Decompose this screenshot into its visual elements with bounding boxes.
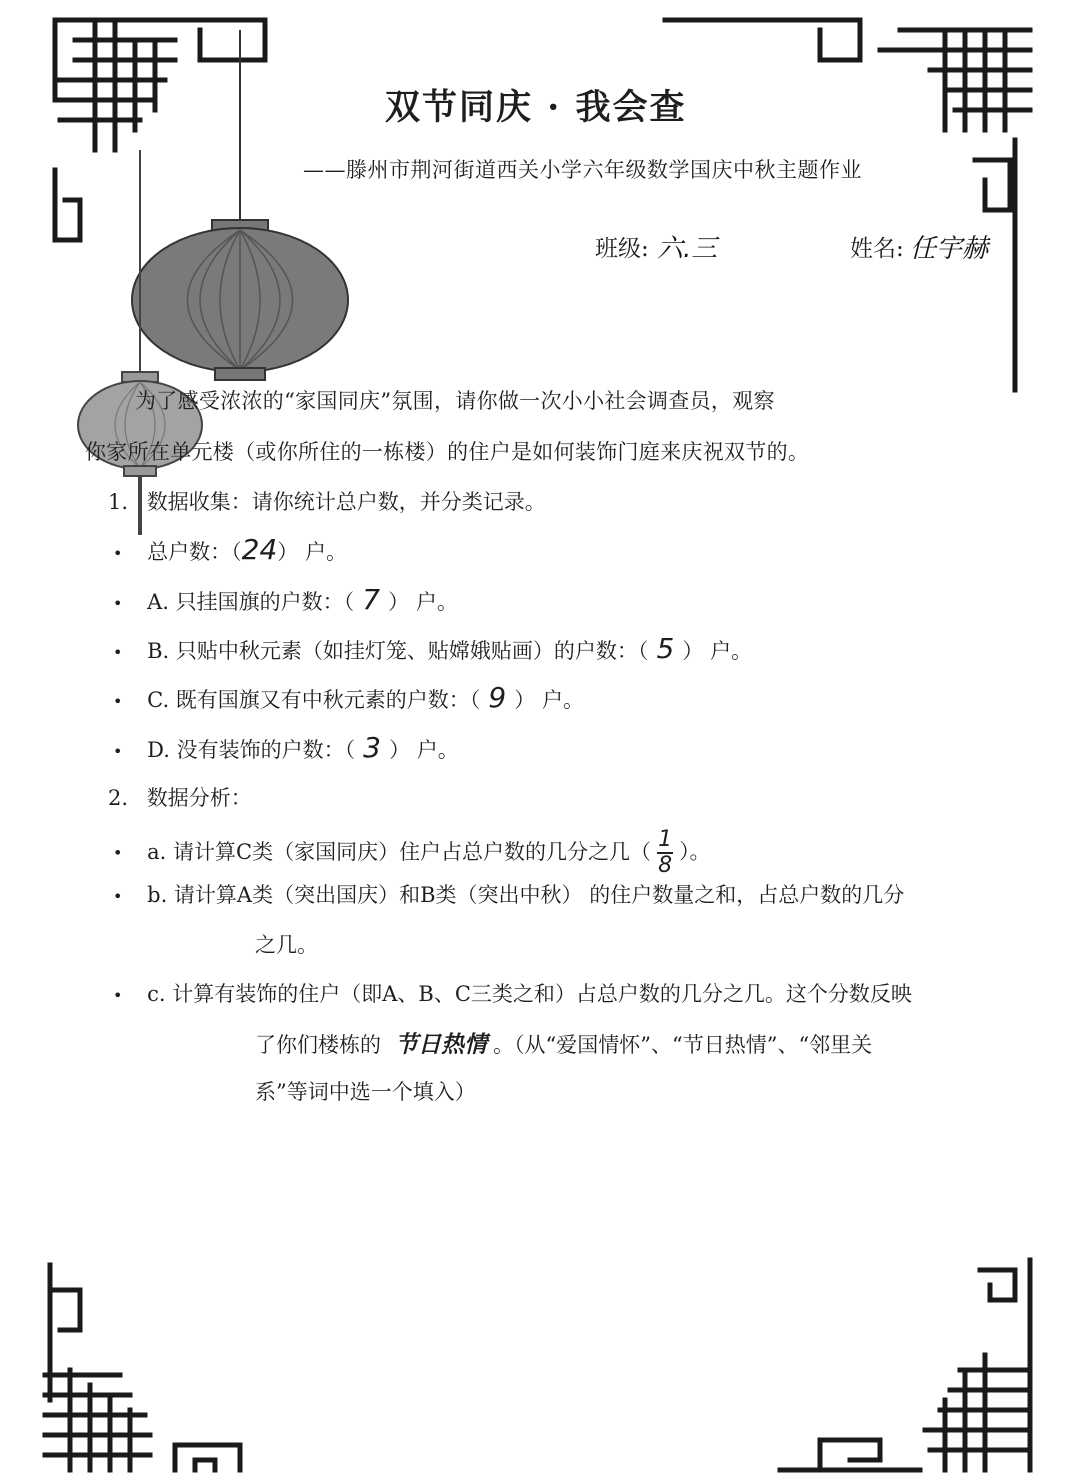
page-subtitle: ——滕州市荆河街道西关小学六年级数学国庆中秋主题作业 (303, 158, 862, 182)
question-c-line-3: 系”等词中选一个填入） (255, 1080, 476, 1104)
bullet: • (113, 742, 123, 761)
answer-c-fill-in[interactable]: 节日热情 (395, 1032, 487, 1058)
question-c: • c. 计算有装饰的住户（即A、B、C三类之和）占总户数的几分之几。这个分数反映 (113, 982, 912, 1006)
bullet: • (113, 643, 123, 662)
section-2-number: 2. (108, 786, 129, 810)
question-b: • b. 请计算A类（突出国庆）和B类（突出中秋） 的住户数量之和，占总户数的几分 (113, 883, 905, 907)
list-item-total: • 总户数：（24） 户。 (113, 533, 347, 566)
list-item-b: • B. 只贴中秋元素（如挂灯笼、贴嫦娥贴画）的户数：（ 5 ） 户。 (113, 632, 753, 665)
answer-total-households[interactable]: 24 (241, 533, 278, 566)
question-b-continued: 之几。 (255, 933, 318, 957)
bullet: • (113, 843, 123, 863)
bullet: • (113, 692, 123, 711)
answer-fraction-a[interactable] (657, 827, 673, 878)
answer-a-flag-only[interactable]: 7 (362, 583, 381, 616)
corner-fret-bottom-right (780, 1260, 1030, 1470)
answer-d-none[interactable]: 3 (363, 731, 381, 764)
list-item-a: • A. 只挂国旗的户数：（ 7 ） 户。 (113, 583, 458, 616)
name-value[interactable]: 任宇赫 (910, 234, 989, 264)
corner-fret-top-left (55, 20, 265, 240)
question-c-line-2: 了你们楼栋的 节日热情 。（从“爱国情怀”、“节日热情”、“邻里关 (255, 1032, 873, 1058)
list-item-d: • D. 没有装饰的户数：（ 3 ） 户。 (113, 731, 459, 764)
section-1-title: 数据收集：请你统计总户数，并分类记录。 (146, 490, 546, 514)
intro-line-2: 你家所在单元楼（或你所住的一栋楼）的住户是如何装饰门庭来庆祝双节的。 (85, 440, 810, 464)
section-2-heading (108, 782, 252, 812)
class-label: 班级: (595, 236, 649, 262)
bullet: • (113, 986, 123, 1005)
bullet: • (113, 594, 123, 613)
page-title: 双节同庆 · 我会查 (385, 87, 687, 128)
list-item-c: • C. 既有国旗又有中秋元素的户数：（ 9 ） 户。 (113, 681, 584, 714)
fraction-numerator: 1 (658, 827, 673, 852)
intro-line-1: 为了感受浓浓的“家国同庆”氛围，请你做一次小小社会调查员，观察 (135, 389, 775, 413)
corner-fret-top-right (665, 20, 1030, 390)
section-1-number: 1. (108, 490, 129, 514)
name-label: 姓名: (850, 236, 904, 262)
question-a: • a. 请计算C类（家国同庆）住户占总户数的几分之几（ $\frac{1}{8}$ ）。 (113, 827, 711, 878)
section-2-title: 数据分析： (146, 786, 252, 810)
answer-b-midautumn-only[interactable]: 5 (656, 632, 675, 665)
corner-fret-bottom-left (45, 1265, 240, 1470)
bullet: • (113, 887, 123, 906)
fraction-denominator: 8 (658, 853, 673, 878)
class-value[interactable]: 六.三 (657, 234, 718, 264)
section-1-heading (108, 486, 546, 516)
answer-c-both[interactable]: 9 (488, 681, 507, 714)
bullet: • (113, 544, 123, 563)
